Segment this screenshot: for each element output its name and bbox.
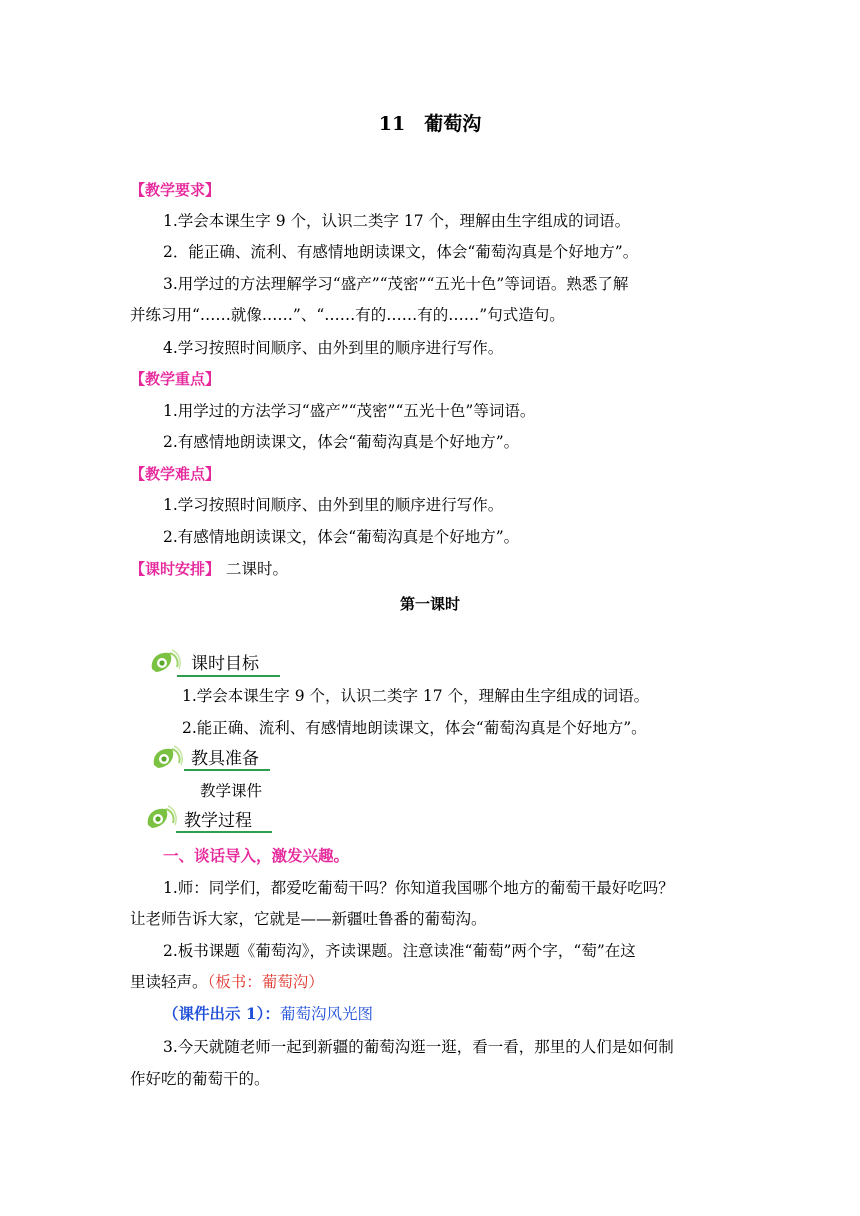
requirements-item-2: 2．能正确、流利、有感情地朗读课文，体会“葡萄沟真是个好地方”。 — [163, 243, 639, 261]
process-title: 教学过程 — [184, 811, 252, 831]
materials-value: 教学课件 — [200, 782, 263, 800]
process-p2-line1: 2.板书课题《葡萄沟》，齐读课题。注意读准“葡萄”两个字，“萄”在这 — [163, 942, 636, 960]
difficulties-item-2: 2.有感情地朗读课文，体会“葡萄沟真是个好地方”。 — [163, 528, 520, 546]
goals-underline — [177, 675, 280, 677]
requirements-item-4: 4.学习按照时间顺序、由外到里的顺序进行写作。 — [163, 339, 504, 357]
board-writing-note: （板书：葡萄沟） — [207, 973, 324, 991]
requirements-item-3-cont: 并练习用“……就像……”、“……有的……有的……”句式造句。 — [130, 306, 565, 324]
requirements-item-3: 3.用学过的方法理解学习“盛产”“茂密”“五光十色”等词语。熟悉了解 — [163, 275, 629, 293]
key-points-heading: 【教学重点】 — [130, 370, 221, 388]
process-p2-line2-text: 里读轻声。 — [130, 973, 208, 991]
leaf-section-icon — [150, 743, 184, 771]
process-underline — [176, 831, 272, 833]
schedule-row — [130, 559, 288, 579]
materials-underline — [184, 769, 270, 771]
process-p3-line1: 3.今天就随老师一起到新疆的葡萄沟逛一逛，看一看，那里的人们是如何制 — [163, 1038, 674, 1056]
session-title: 第一课时 — [399, 595, 460, 613]
page-title: 11 葡萄沟 — [378, 113, 482, 135]
leaf-section-icon — [144, 803, 178, 831]
process-p1-line1: 1.师：同学们，都爱吃葡萄干吗？你知道我国哪个地方的葡萄干最好吃吗？ — [163, 879, 674, 897]
schedule-heading: 【课时安排】 — [130, 560, 221, 578]
key-points-item-2: 2.有感情地朗读课文，体会“葡萄沟真是个好地方”。 — [163, 433, 520, 451]
goals-item-2: 2.能正确、流利、有感情地朗读课文，体会“葡萄沟真是个好地方”。 — [182, 719, 647, 737]
goals-item-1: 1.学会本课生字 9 个，认识二类字 17 个，理解由生字组成的词语。 — [182, 687, 650, 705]
courseware-row — [163, 1004, 373, 1024]
materials-title: 教具准备 — [191, 749, 259, 769]
leaf-section-icon — [148, 647, 182, 675]
schedule-value: 二课时。 — [226, 560, 289, 578]
process-p1-line2: 让老师告诉大家，它就是——新疆吐鲁番的葡萄沟。 — [130, 910, 487, 928]
courseware-label: （课件出示 1）： — [163, 1004, 280, 1023]
difficulties-item-1: 1.学习按照时间顺序、由外到里的顺序进行写作。 — [163, 496, 504, 514]
process-step1-heading: 一、谈话导入，激发兴趣。 — [163, 847, 350, 865]
requirements-heading: 【教学要求】 — [130, 181, 221, 199]
key-points-item-1: 1.用学过的方法学习“盛产”“茂密”“五光十色”等词语。 — [163, 402, 536, 420]
process-p3-line2: 作好吃的葡萄干的。 — [130, 1070, 270, 1088]
goals-title: 课时目标 — [191, 654, 259, 674]
difficulties-heading: 【教学难点】 — [130, 465, 221, 483]
requirements-item-1: 1.学会本课生字 9 个，认识二类字 17 个，理解由生字组成的词语。 — [163, 212, 631, 230]
process-p2-line2 — [130, 972, 730, 992]
courseware-value: 葡萄沟风光图 — [279, 1005, 373, 1023]
